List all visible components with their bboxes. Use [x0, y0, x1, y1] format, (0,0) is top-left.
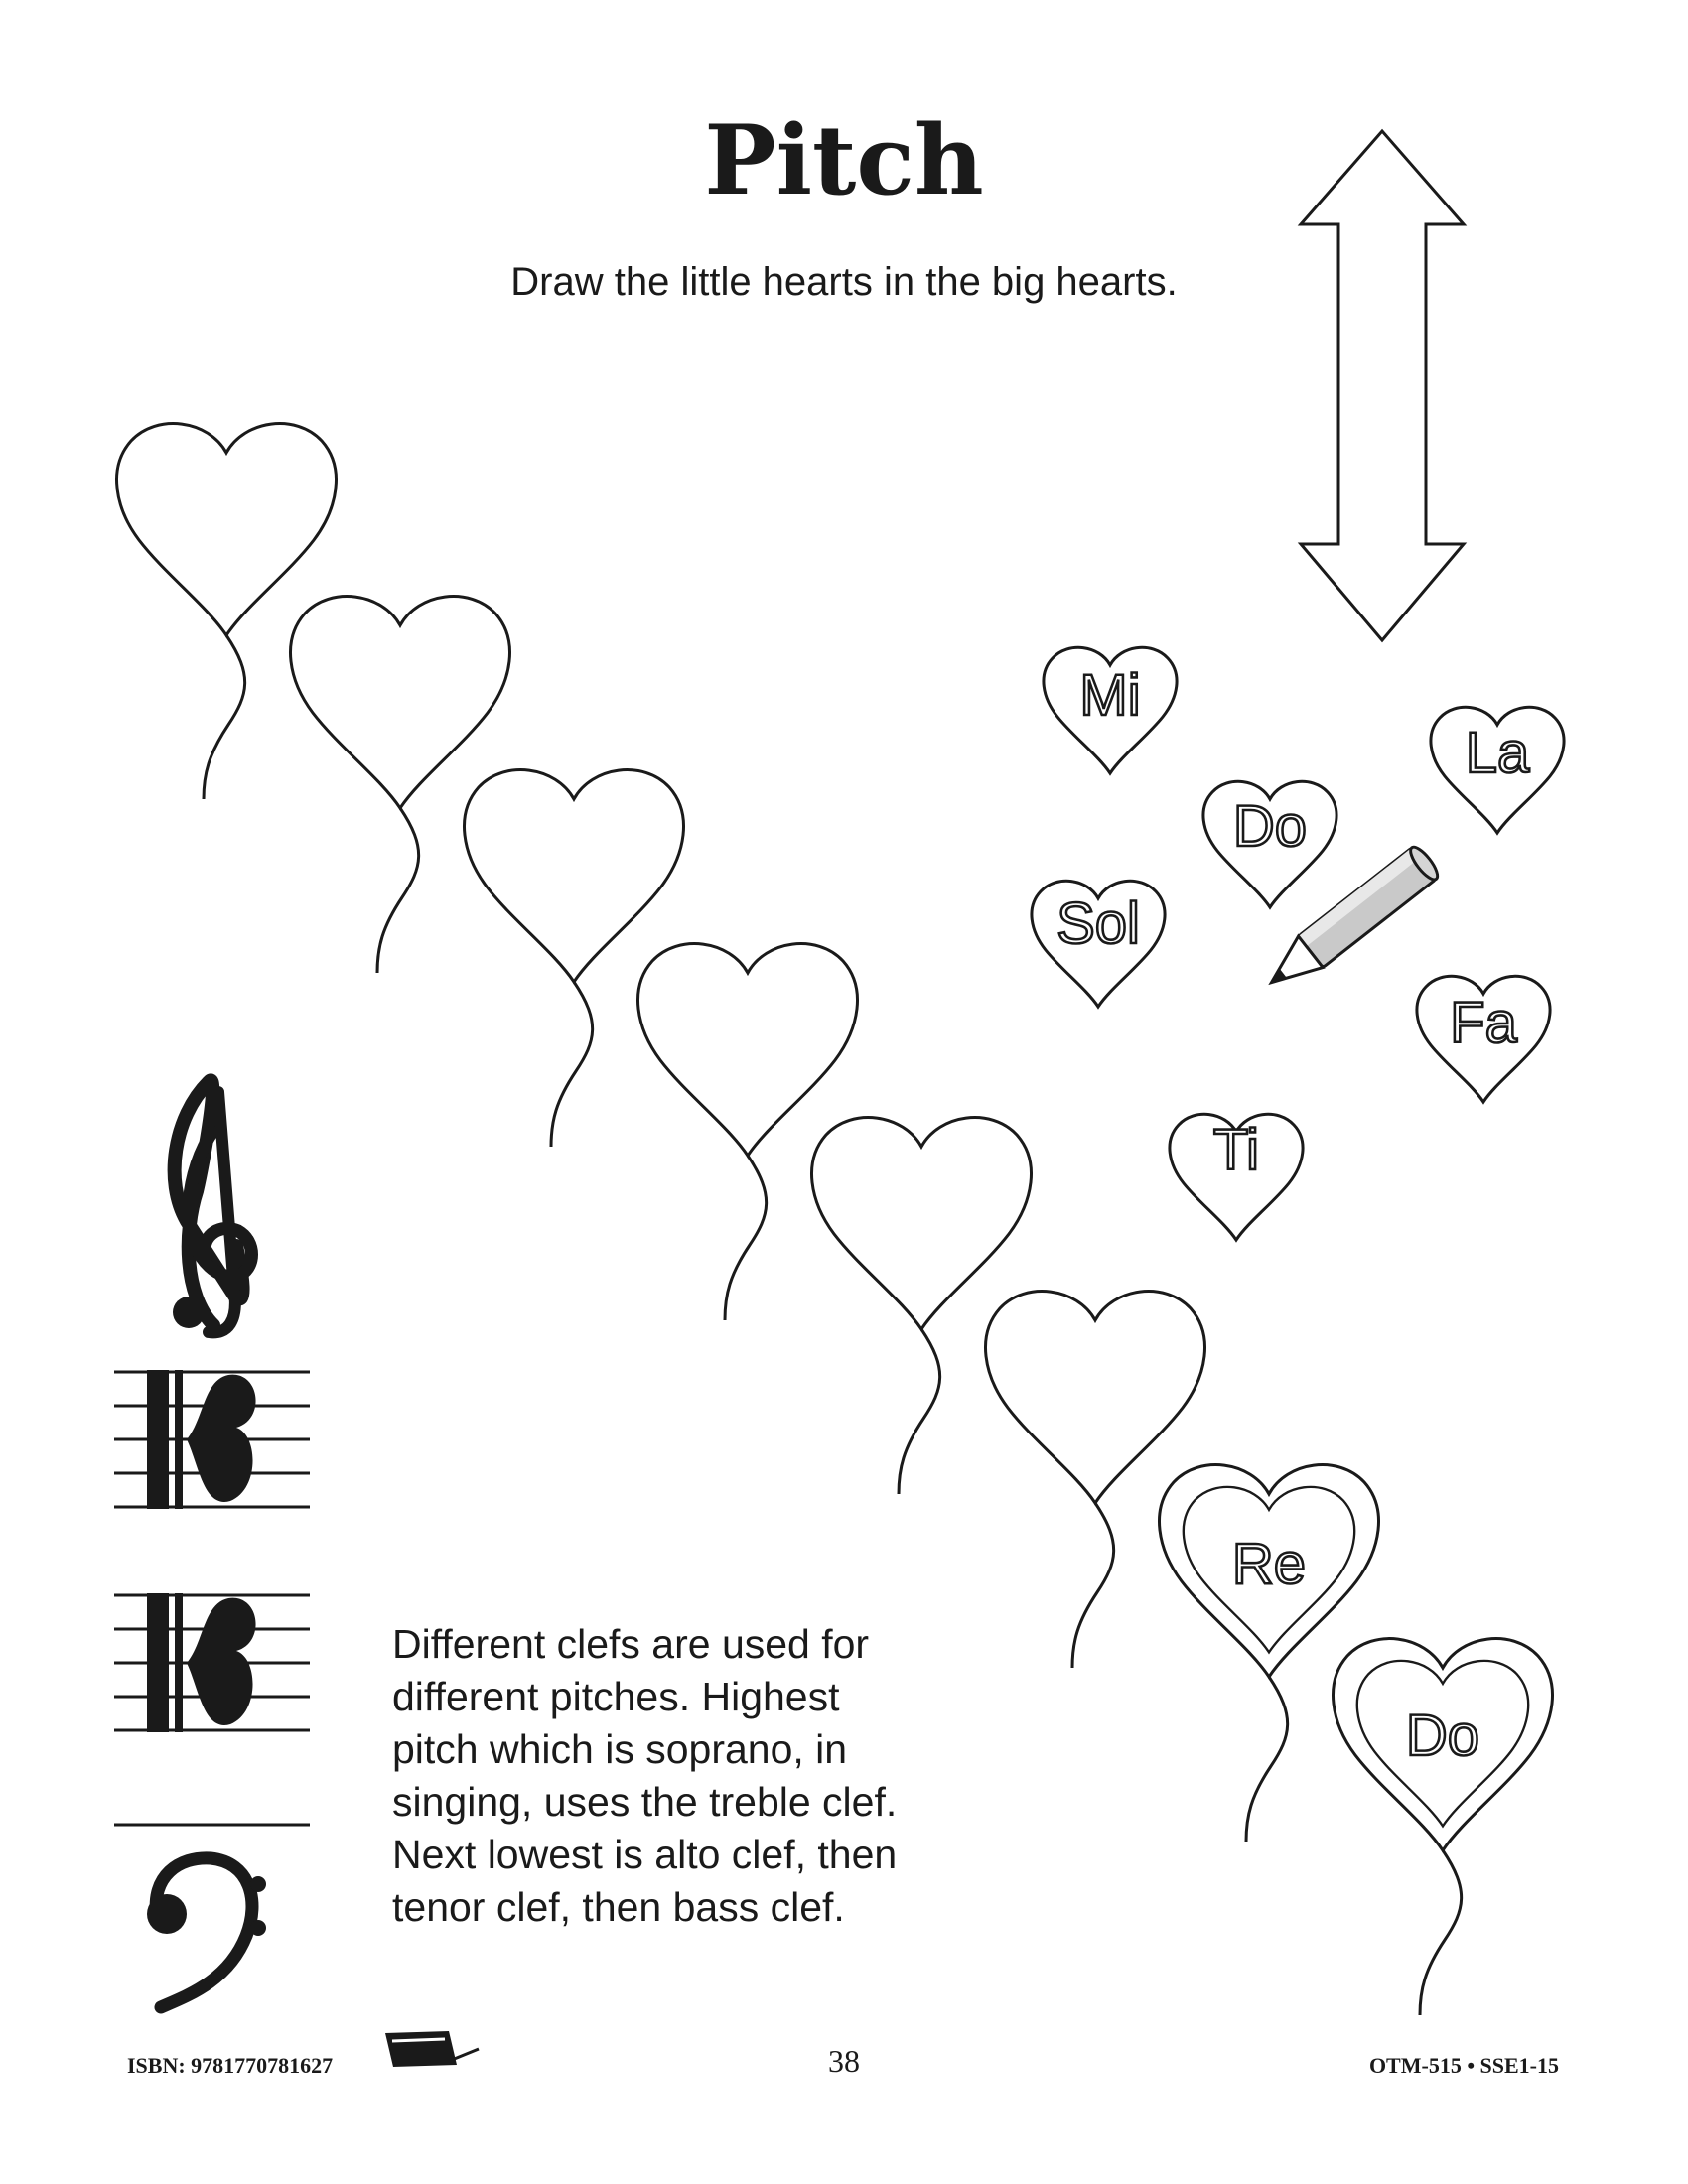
syllable-mi: Mi — [1079, 663, 1141, 728]
bass-clef-icon — [114, 1825, 310, 2007]
description-line: pitch which is soprano, in — [392, 1726, 848, 1772]
description-line: Different clefs are used for — [392, 1621, 870, 1667]
balloon-heart-6 — [986, 1292, 1205, 1668]
balloon-heart-do — [1334, 1639, 1553, 2015]
alto-clef-icon — [114, 1370, 310, 1509]
footer-code: OTM-515 • SSE1-15 — [1368, 2053, 1559, 2078]
syllable-ti: Ti — [1212, 1118, 1260, 1182]
treble-clef-icon — [173, 1080, 252, 1332]
description-line: Next lowest is alto clef, then — [392, 1832, 898, 1877]
balloon-heart-2 — [291, 597, 510, 973]
up-down-arrow-icon — [1301, 131, 1464, 640]
clef-description — [392, 1618, 1028, 1934]
syllable-do: Do — [1232, 794, 1308, 859]
syllable-fa: Fa — [1450, 991, 1517, 1055]
footer-isbn: ISBN: 9781770781627 — [127, 2053, 334, 2078]
instruction-text: Draw the little hearts in the big hearts. — [510, 260, 1178, 304]
balloon-heart-1 — [117, 424, 337, 799]
description-line: different pitches. Highest — [392, 1674, 840, 1719]
syllable-re: Re — [1231, 1532, 1307, 1596]
description-line: tenor clef, then bass clef. — [392, 1884, 845, 1930]
page-title: Pitch — [704, 104, 984, 216]
page-number: 38 — [828, 2043, 860, 2079]
balloon-heart-5 — [812, 1118, 1032, 1494]
syllable-la: La — [1465, 721, 1530, 785]
tenor-clef-icon — [114, 1593, 310, 1732]
balloon-heart-re — [1160, 1465, 1379, 1842]
syllable-sol: Sol — [1056, 891, 1140, 956]
description-line: singing, uses the treble clef. — [392, 1779, 898, 1825]
balloon-heart-3 — [465, 770, 684, 1147]
balloon-heart-4 — [638, 944, 858, 1320]
syllable-do-2: Do — [1405, 1704, 1480, 1768]
